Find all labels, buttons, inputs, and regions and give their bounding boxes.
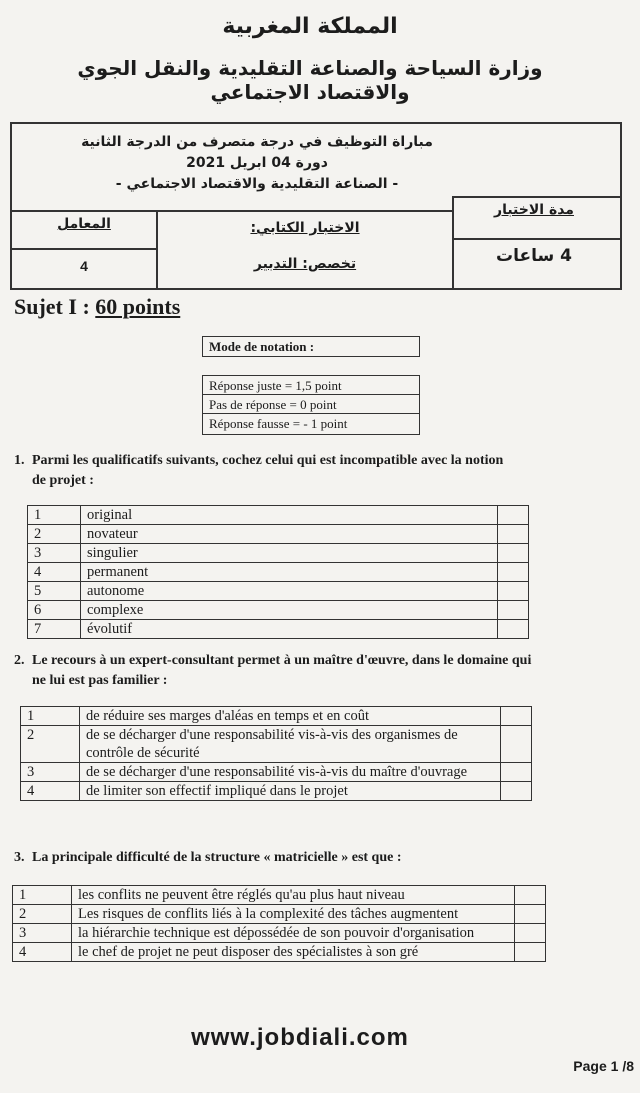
option-number: 4: [13, 943, 72, 962]
coefficient-label: المعامل: [57, 216, 111, 232]
answer-checkbox[interactable]: [498, 525, 529, 544]
kingdom-title: المملكة المغربية: [222, 14, 398, 39]
option-text: de limiter son effectif impliqué dans le projet: [80, 782, 501, 801]
question-text: ne lui est pas familier :: [32, 673, 168, 688]
option-row: [13, 886, 546, 905]
option-text: Les risques de conflits liés à la complexité des tâches augmentent: [72, 905, 515, 924]
option-number: 2: [28, 525, 81, 544]
option-text: complexe: [81, 601, 498, 620]
option-text: original: [81, 506, 498, 525]
option-row: [28, 544, 529, 563]
option-number: 3: [28, 544, 81, 563]
question-1: [14, 451, 624, 491]
grading-rule: Réponse juste = 1,5 point: [203, 376, 419, 395]
table-divider: [12, 248, 158, 250]
option-text: la hiérarchie technique est dépossédée de son pouvoir d'organisation: [72, 924, 515, 943]
option-text: les conflits ne peuvent être réglés qu'au plus haut niveau: [72, 886, 515, 905]
option-number: 4: [28, 563, 81, 582]
option-row: [21, 782, 532, 801]
ministry-title: وزارة السياحة والصناعة التقليدية والنقل الجوي والاقتصاد الاجتماعي: [77, 56, 543, 104]
grading-rules-box: [202, 375, 420, 435]
grading-rule: Pas de réponse = 0 point: [203, 395, 419, 414]
exam-info-line3: - الصناعة التقليدية والاقتصاد الاجتماعي -: [115, 176, 399, 192]
option-row: [13, 905, 546, 924]
question-number: 1.: [14, 453, 25, 468]
option-text: le chef de projet ne peut disposer des spécialistes à son gré: [72, 943, 515, 962]
option-number: 4: [21, 782, 80, 801]
option-text: de se décharger d'une responsabilité vis-à-vis des organismes de contrôle de sécurité: [80, 726, 501, 763]
answer-checkbox[interactable]: [498, 601, 529, 620]
specialty-label: تخصص: التدبير: [253, 256, 357, 272]
question-text: Parmi les qualificatifs suivants, cochez celui qui est incompatible avec la notion: [32, 453, 504, 468]
subject-title: [14, 294, 180, 320]
answer-checkbox[interactable]: [498, 620, 529, 639]
subject-label: Sujet I :: [14, 294, 90, 319]
option-number: 2: [21, 726, 80, 763]
grading-rule: Réponse fausse = - 1 point: [209, 416, 348, 431]
question-text: La principale difficulté de la structure « matricielle » est que :: [32, 850, 402, 865]
option-row: [28, 582, 529, 601]
page-number: Page 1 /8: [573, 1058, 634, 1074]
option-number: 3: [13, 924, 72, 943]
answer-checkbox[interactable]: [498, 544, 529, 563]
option-row: [28, 601, 529, 620]
option-number: 6: [28, 601, 81, 620]
option-row: [13, 924, 546, 943]
option-text: permanent: [81, 563, 498, 582]
answer-checkbox[interactable]: [515, 905, 546, 924]
test-label: الاختبار الكتابي:: [250, 220, 360, 236]
option-number: 2: [13, 905, 72, 924]
question-1-options: [27, 505, 529, 639]
option-row: [21, 763, 532, 782]
table-divider: [452, 238, 622, 240]
answer-checkbox[interactable]: [498, 582, 529, 601]
grading-title: Mode de notation :: [209, 339, 315, 354]
question-2: [14, 651, 634, 691]
option-text: évolutif: [81, 620, 498, 639]
option-row: [28, 506, 529, 525]
question-number: 2.: [14, 653, 25, 668]
answer-checkbox[interactable]: [515, 943, 546, 962]
exam-info-line2: دورة 04 ابريل 2021: [186, 155, 328, 171]
question-number: 3.: [14, 850, 25, 865]
duration-value: 4 ساعات: [496, 246, 572, 266]
answer-checkbox[interactable]: [501, 707, 532, 726]
subject-points: 60 points: [95, 294, 181, 319]
answer-checkbox[interactable]: [515, 924, 546, 943]
option-row: [28, 620, 529, 639]
option-row: [28, 525, 529, 544]
option-row: [21, 707, 532, 726]
question-text: Le recours à un expert-consultant permet à un maître d'œuvre, dans le domaine qui: [32, 653, 532, 668]
option-text: novateur: [81, 525, 498, 544]
footer-website: www.jobdiali.com: [191, 1024, 409, 1051]
option-number: 1: [13, 886, 72, 905]
table-divider: [452, 196, 622, 198]
answer-checkbox[interactable]: [501, 782, 532, 801]
option-text: singulier: [81, 544, 498, 563]
answer-checkbox[interactable]: [498, 563, 529, 582]
grading-title-box: [202, 336, 420, 357]
answer-checkbox[interactable]: [498, 506, 529, 525]
option-number: 3: [21, 763, 80, 782]
option-row: [28, 563, 529, 582]
answer-checkbox[interactable]: [501, 726, 532, 763]
answer-checkbox[interactable]: [515, 886, 546, 905]
question-text: de projet :: [32, 473, 94, 488]
option-text: de réduire ses marges d'aléas en temps et en coût: [80, 707, 501, 726]
exam-info-table: [10, 122, 622, 290]
option-number: 1: [28, 506, 81, 525]
question-3-options: [12, 885, 546, 962]
option-number: 7: [28, 620, 81, 639]
option-row: [13, 943, 546, 962]
answer-checkbox[interactable]: [501, 763, 532, 782]
question-3: [14, 848, 634, 868]
option-row: [21, 726, 532, 763]
option-text: de se décharger d'une responsabilité vis-à-vis du maître d'ouvrage: [80, 763, 501, 782]
option-text: autonome: [81, 582, 498, 601]
duration-label: مدة الاختبار: [494, 202, 574, 218]
option-number: 1: [21, 707, 80, 726]
question-2-options: [20, 706, 532, 801]
table-divider: [12, 210, 454, 212]
option-number: 5: [28, 582, 81, 601]
coefficient-value: 4: [80, 258, 88, 274]
exam-info-line1: مباراة التوظيف في درجة متصرف من الدرجة الثانية: [81, 134, 433, 150]
